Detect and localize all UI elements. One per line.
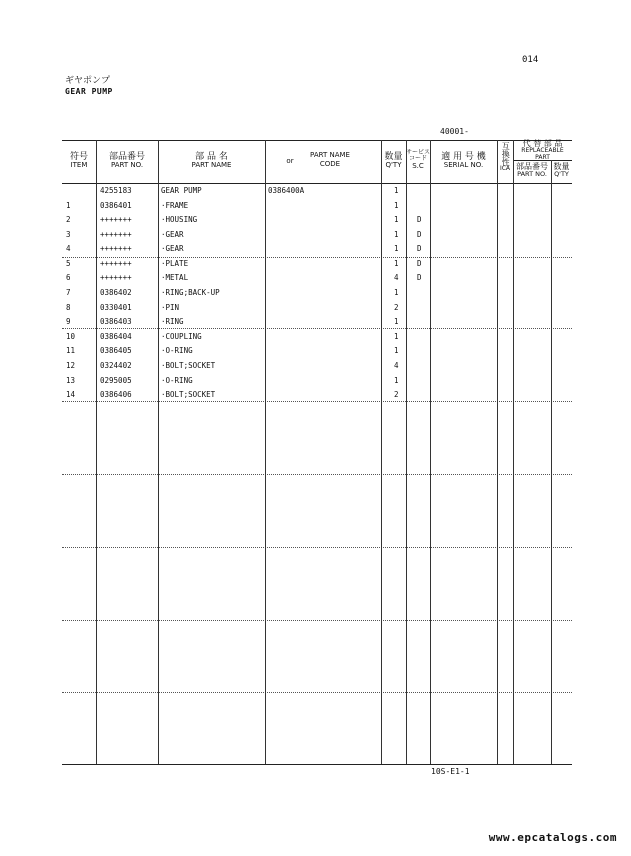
row-part-no: 0386403 [100,317,132,326]
row-part-name: ·HOUSING [161,215,198,224]
header-repl-part-no: 部品番号 PART NO. [516,162,548,179]
group-separator [62,547,572,548]
row-sc: D [417,215,422,224]
row-sc: D [417,259,422,268]
row-item: 10 [66,332,76,341]
row-part-no: +++++++ [100,259,132,268]
row-part-name: ·PIN [161,303,180,312]
header-repl-qty: 数量 Q'TY [553,162,570,179]
row-item: 5 [66,259,71,268]
row-part-name: GEAR PUMP [161,186,202,195]
footer-code: 10S-E1-1 [431,767,470,776]
row-part-name: ·O-RING [161,376,193,385]
row-qty: 2 [394,390,399,399]
group-separator [62,620,572,621]
col-divider [381,140,382,764]
row-part-no: 4255183 [100,186,132,195]
group-separator [62,328,572,329]
row-qty: 1 [394,259,399,268]
row-item: 2 [66,215,71,224]
row-part-no: 0324402 [100,361,132,370]
header-qty: 数量 Q'TY [384,152,403,170]
row-part-name: ·O-RING [161,346,193,355]
row-part-name: ·PLATE [161,259,189,268]
row-part-no: +++++++ [100,215,132,224]
row-qty: 1 [394,186,399,195]
row-part-name: ·BOLT;SOCKET [161,361,216,370]
col-divider [406,140,407,764]
row-part-no: 0386404 [100,332,132,341]
header-replaceable-part: 代 替 部 品 REPLACEABLE PART [521,139,564,161]
title-english: GEAR PUMP [65,87,113,96]
row-item: 13 [66,376,76,385]
row-item: 7 [66,288,71,297]
row-part-no: 0386401 [100,201,132,210]
title-japanese: ギヤポンプ [65,76,111,86]
row-qty: 1 [394,317,399,326]
row-item: 9 [66,317,71,326]
row-qty: 1 [394,376,399,385]
row-part-name: ·RING [161,317,184,326]
header-service-code: サービス コード S.C [406,149,431,170]
row-part-no: 0386402 [100,288,132,297]
row-qty: 1 [394,288,399,297]
row-part-no: +++++++ [100,273,132,282]
row-item: 4 [66,244,71,253]
row-qty: 2 [394,303,399,312]
col-divider [497,140,498,764]
row-qty: 1 [394,201,399,210]
col-divider [551,160,552,764]
table-bottom-rule [62,764,572,765]
row-part-name: ·GEAR [161,244,184,253]
row-qty: 1 [394,244,399,253]
header-part-no: 部品番号 PART NO. [108,152,145,170]
header-ica: 互換性 ICA [499,142,511,172]
row-item: 3 [66,230,71,239]
group-separator [62,401,572,402]
row-item: 6 [66,273,71,282]
row-qty: 4 [394,273,399,282]
row-qty: 4 [394,361,399,370]
header-or: or [286,157,294,165]
group-separator [62,257,572,258]
row-part-name: ·GEAR [161,230,184,239]
row-item: 14 [66,390,76,399]
row-part-name: ·METAL [161,273,189,282]
row-item: 1 [66,201,71,210]
header-serial-no: 適 用 号 機 SERIAL NO. [441,152,486,170]
watermark[interactable]: www.epcatalogs.com [488,831,617,844]
row-part-no: 0386406 [100,390,132,399]
row-part-no: 0386405 [100,346,132,355]
row-sc: D [417,273,422,282]
row-qty: 1 [394,332,399,341]
row-sc: D [417,230,422,239]
col-divider [265,140,266,764]
row-item: 11 [66,346,76,355]
header-part-name: 部 品 名 PART NAME [191,152,232,170]
col-divider [96,140,97,764]
page-number: 014 [522,55,539,65]
header-code: PART NAME CODE [310,151,350,169]
row-part-name: ·FRAME [161,201,189,210]
col-divider [158,140,159,764]
row-part-no: 0330401 [100,303,132,312]
row-part-name: ·COUPLING [161,332,202,341]
row-part-no: 0295005 [100,376,132,385]
row-qty: 1 [394,346,399,355]
row-part-no: +++++++ [100,230,132,239]
table-top-rule [62,140,572,141]
group-separator [62,692,572,693]
row-item: 8 [66,303,71,312]
row-sc: D [417,244,422,253]
row-code: 0386400A [268,186,305,195]
group-separator [62,474,572,475]
col-divider [430,140,431,764]
row-part-no: +++++++ [100,244,132,253]
row-qty: 1 [394,230,399,239]
col-divider [513,140,514,764]
serial-range: 40001- [440,127,469,136]
row-part-name: ·BOLT;SOCKET [161,390,216,399]
row-item: 12 [66,361,76,370]
header-bottom-rule [62,183,572,184]
row-qty: 1 [394,215,399,224]
row-part-name: ·RING;BACK-UP [161,288,220,297]
header-item: 符号 ITEM [69,152,88,170]
